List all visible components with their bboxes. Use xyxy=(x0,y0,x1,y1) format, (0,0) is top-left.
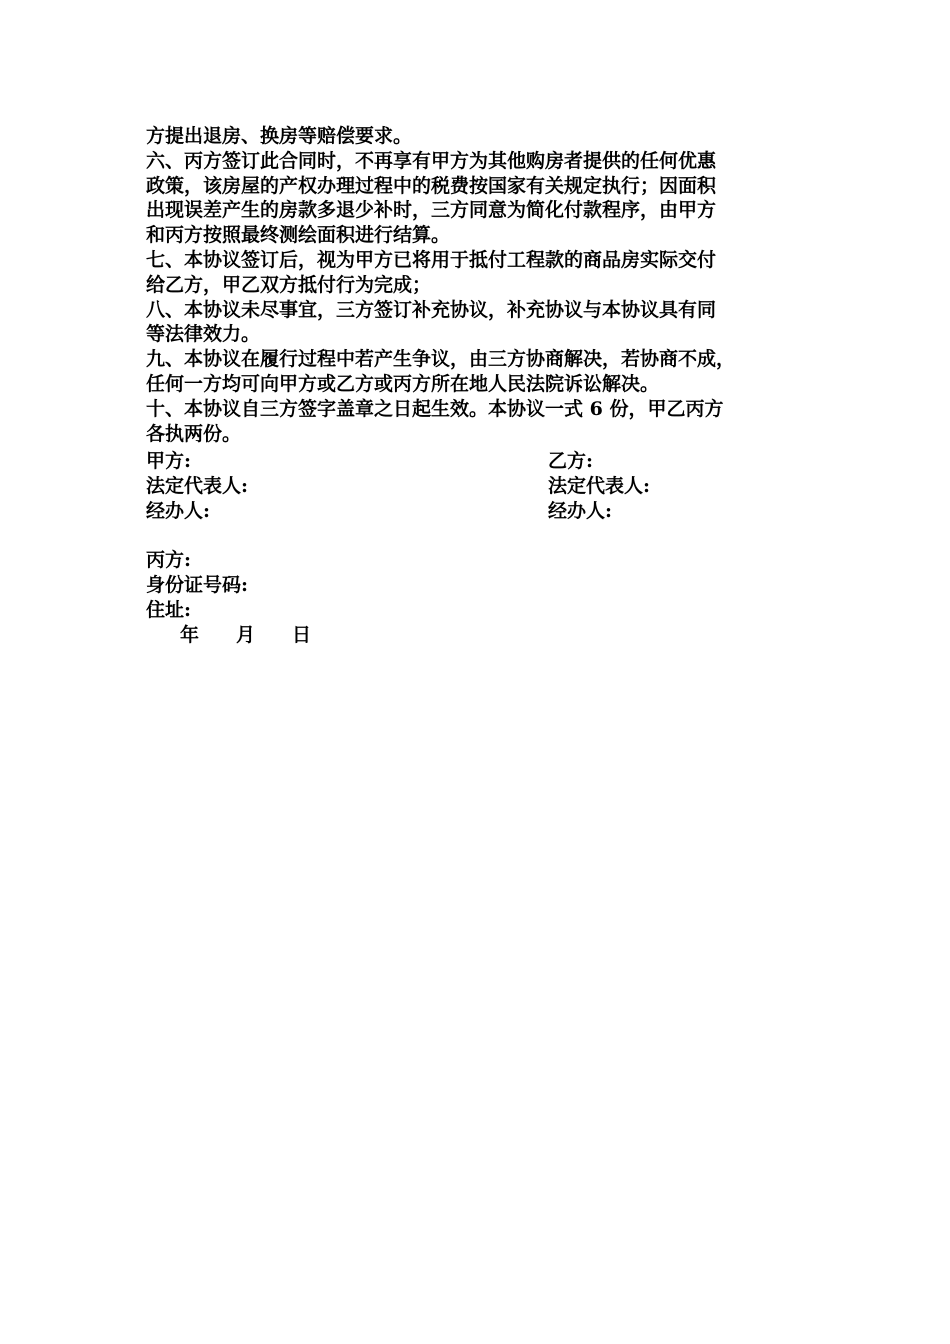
paragraph-line: 七、本协议签订后，视为甲方已将用于抵付工程款的商品房实际交付 xyxy=(146,248,717,271)
signature-row-id-number xyxy=(146,573,826,598)
paragraph-line: 任何一方均可向甲方或乙方或丙方所在地人民法院诉讼解决。 xyxy=(146,372,660,395)
paragraph-line: 九、本协议在履行过程中若产生争议，由三方协商解决，若协商不成， xyxy=(146,348,736,371)
signature-row-handler xyxy=(146,499,826,524)
paragraph-line: 各执两份。 xyxy=(146,422,242,445)
signature-row-legal-rep xyxy=(146,474,826,499)
id-number-label: 身份证号码: xyxy=(146,573,249,596)
paragraph-line: 等法律效力。 xyxy=(146,323,261,346)
paragraph-line: 政策，该房屋的产权办理过程中的税费按国家有关规定执行；因面积 xyxy=(146,174,717,197)
paragraph-line: 和丙方按照最终测绘面积进行结算。 xyxy=(146,224,451,247)
signature-row-party xyxy=(146,449,826,474)
agreement-body xyxy=(146,124,826,446)
paragraph-line: 十、本协议自三方签字盖章之日起生效。本协议一式 6 份，甲乙丙方 xyxy=(146,397,724,420)
date-line xyxy=(146,623,826,648)
address-label: 住址: xyxy=(146,598,192,621)
date-day-label: 日 xyxy=(292,623,312,646)
handler-a-label: 经办人: xyxy=(146,499,211,522)
paragraph-line: 出现误差产生的房款多退少补时，三方同意为简化付款程序，由甲方 xyxy=(146,199,717,222)
legal-rep-b-label: 法定代表人: xyxy=(548,474,651,497)
date-month-label: 月 xyxy=(236,623,256,646)
party-c-label: 丙方: xyxy=(146,549,192,572)
signature-row-party-c xyxy=(146,548,826,573)
signature-row-address xyxy=(146,598,826,623)
paragraph-line: 给乙方，甲乙双方抵付行为完成； xyxy=(146,273,432,296)
spacer xyxy=(146,523,826,548)
party-a-label: 甲方: xyxy=(146,450,192,472)
party-b-label: 乙方: xyxy=(548,450,594,472)
date-year-label: 年 xyxy=(180,623,200,646)
paragraph-line: 方提出退房、换房等赔偿要求。 xyxy=(146,125,413,147)
legal-rep-a-label: 法定代表人: xyxy=(146,474,249,497)
paragraph-line: 六、丙方签订此合同时，不再享有甲方为其他购房者提供的任何优惠 xyxy=(146,149,717,172)
signature-block xyxy=(146,449,826,647)
paragraph-line: 八、本协议未尽事宜，三方签订补充协议，补充协议与本协议具有同 xyxy=(146,298,717,321)
handler-b-label: 经办人: xyxy=(548,499,613,522)
